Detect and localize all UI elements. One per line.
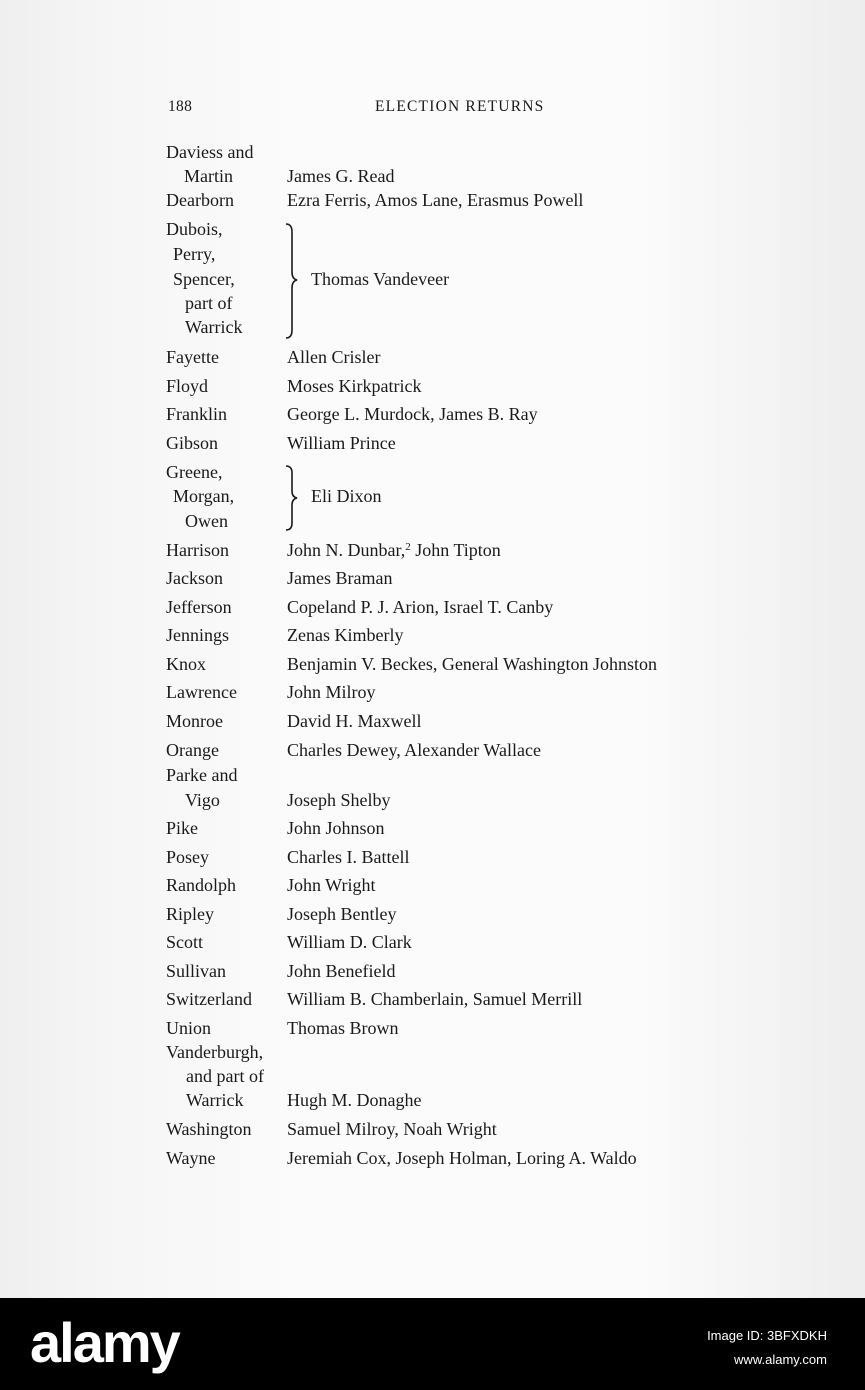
county-label: Wayne [166,1148,216,1168]
footnote-marker: 2 [405,541,411,553]
county-label: Sullivan [166,961,227,981]
representative-names: Thomas Brown [287,1018,399,1038]
representative-names: John Benefield [287,961,396,981]
county-label: Dubois, [166,219,223,239]
county-label: Randolph [166,875,236,895]
county-label: Fayette [166,347,219,367]
watermark-banner [0,1298,865,1390]
representative-names: Charles Dewey, Alexander Wallace [287,740,541,760]
alamy-logo: alamy [30,1311,179,1374]
county-label: part of [185,293,233,313]
representative-names: David H. Maxwell [287,711,422,731]
county-label: Floyd [166,376,209,396]
county-label: Jefferson [166,597,232,617]
representative-names: Hugh M. Donaghe [287,1090,422,1110]
representative-names: William B. Chamberlain, Samuel Merrill [287,989,583,1009]
brace-bracket [283,464,305,532]
representative-names: William Prince [287,433,396,453]
representative-names: Ezra Ferris, Amos Lane, Erasmus Powell [287,190,584,210]
representative-names: James G. Read [287,166,395,186]
representative-names: Eli Dixon [311,486,382,506]
county-label: Greene, [166,462,223,482]
representative-names: Copeland P. J. Arion, Israel T. Canby [287,597,554,617]
county-label: Vigo [185,790,220,810]
county-label: Warrick [185,317,243,337]
county-label: Warrick [186,1090,244,1110]
representative-names: Thomas Vandeveer [311,269,450,289]
county-label: Spencer, [173,269,235,289]
representative-names: Samuel Milroy, Noah Wright [287,1119,497,1139]
representative-names [287,541,501,559]
representative-names: John Wright [287,875,376,895]
county-label: Gibson [166,433,219,453]
county-label: Jackson [166,568,223,588]
representative-names: George L. Murdock, James B. Ray [287,404,538,424]
brace-bracket [283,222,305,340]
county-label: Orange [166,740,219,760]
representative-names: Allen Crisler [287,347,381,367]
county-label: Parke and [166,765,238,785]
county-label: Perry, [173,244,216,264]
county-label: Owen [185,511,228,531]
county-label: Scott [166,932,204,952]
county-label: Harrison [166,540,229,560]
county-label: Dearborn [166,190,234,210]
image-id-text: Image ID: 3BFXDKH [707,1328,827,1343]
page-number: 188 [168,98,193,115]
representative-names: Benjamin V. Beckes, General Washington Johnston [287,654,658,674]
county-label: and part of [186,1066,264,1086]
county-label: Switzerland [166,989,252,1009]
county-label: Jennings [166,625,229,645]
county-label: Posey [166,847,210,867]
county-label: Franklin [166,404,227,424]
representative-names: Zenas Kimberly [287,625,404,645]
county-label: Union [166,1018,211,1038]
county-label: Ripley [166,904,214,924]
county-label: Monroe [166,711,223,731]
representative-names: Joseph Shelby [287,790,391,810]
watermark-url: www.alamy.com [734,1352,827,1367]
name-text: John N. Dunbar, [287,540,406,560]
county-label: Martin [184,166,233,186]
county-label: Washington [166,1119,252,1139]
county-label: Knox [166,654,206,674]
representative-names: Charles I. Battell [287,847,410,867]
county-label: Pike [166,818,199,838]
representative-names: Jeremiah Cox, Joseph Holman, Loring A. Waldo [287,1148,637,1168]
representative-names: John Milroy [287,682,376,702]
county-label: Vanderburgh, [166,1042,264,1062]
representative-names: John Johnson [287,818,385,838]
representative-names: Moses Kirkpatrick [287,376,422,396]
running-head: ELECTION RETURNS [375,98,545,115]
representative-names: Joseph Bentley [287,904,397,924]
representative-names: William D. Clark [287,932,412,952]
name-text: John Tipton [410,540,501,560]
county-label: Morgan, [173,486,235,506]
county-label: Daviess and [166,142,254,162]
representative-names: James Braman [287,568,393,588]
county-label: Lawrence [166,682,237,702]
